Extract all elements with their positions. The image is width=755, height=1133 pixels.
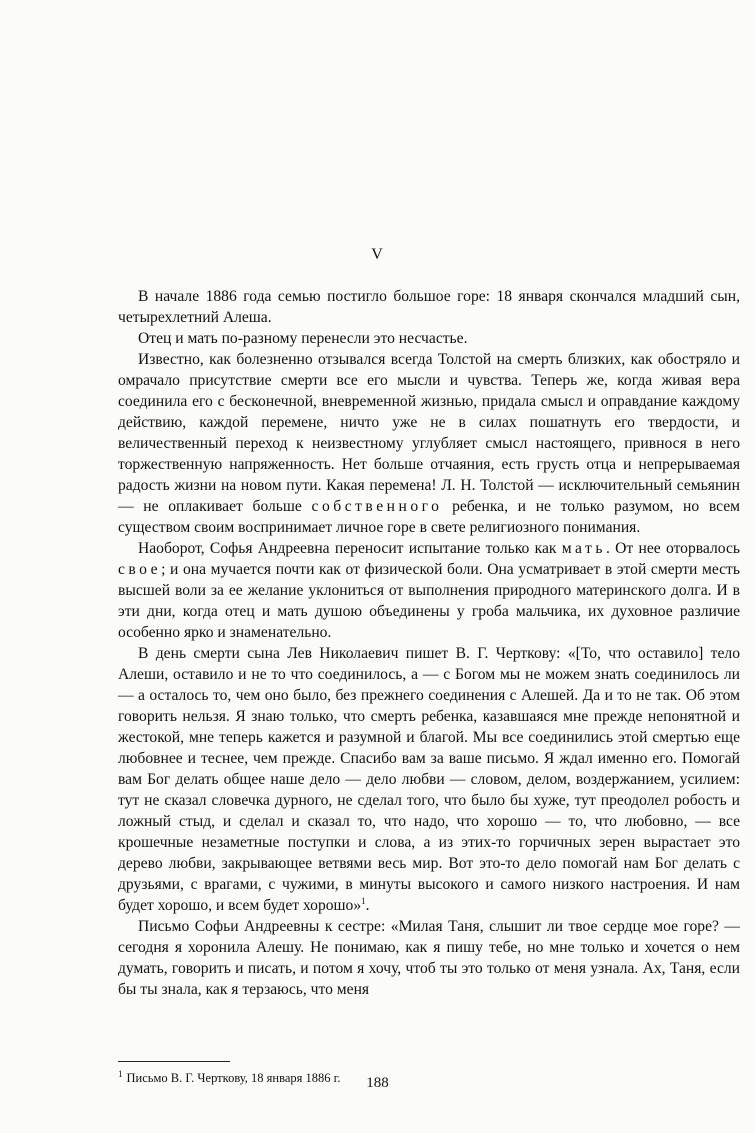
paragraph [118, 643, 740, 916]
page-number: 188 [366, 1075, 389, 1091]
footnote-divider [118, 1061, 230, 1062]
spaced-emphasis: собственного [311, 498, 443, 515]
paragraph [118, 538, 740, 643]
footnote-reference: 1 [361, 895, 366, 906]
paragraph [118, 916, 740, 1000]
paragraph-text: Отец и мать по-разному перенесли это несчастье. [138, 330, 468, 347]
footnote-marker: 1 [118, 1069, 123, 1079]
body-text [118, 286, 740, 1000]
paragraph-text: . [365, 897, 370, 914]
paragraph-text: . От нее оторвалось [605, 540, 740, 557]
paragraph [118, 286, 740, 328]
paragraph-text: ; и она мучается почти как от физической боли. Она усматривает в этой смерти месть высшей воли за ее желание уклониться от выполнения природного материнского долга. И в эти дни, когда отец и мать душою объединены у гроба мальчика, их духовное различие особенно ярко и знаменательно. [118, 561, 740, 641]
spaced-emphasis: свое [118, 561, 162, 578]
chapter-title: V [371, 246, 384, 263]
paragraph-text: Известно, как болезненно отзывался всегда Толстой на смерть близких, как обостряло и омрачало присутствие смерти все его мысли и чувства. Теперь же, когда живая вера соединила его с бесконечной, вневременной жизнью, придала смысл и оправдание каждому действию, каждой перемене, ничто уже не в силах пошатнуть его твердости, и величественный переход к неизвестному углубляет смысл настоящего, привнося в него торжественную напряженность. Нет больше отчаяния, есть грусть отца и непрерываемая радость жизни на новом пути. Какая перемена! Л. Н. Толстой — исключительный семьянин — не оплакивает больше [118, 351, 740, 515]
paragraph-text: В день смерти сына Лев Николаевич пишет В. Г. Черткову: «[То, что оставило] тело Алеши, оставило и не то что соединилось, а — с Богом мы не можем знать соединилось ли — а осталось то, чем оно было, без прежнего соединения с Алешей. Да и то не так. Об этом говорить нельзя. Я знаю только, что смерть ребенка, казавшаяся мне прежде непонятной и жестокой, мне теперь кажется и разумной и благой. Мы все соединились этой смертью еще любовнее и теснее, чем прежде. Спасибо вам за ваше письмо. Я ждал именно его. Помогай вам Бог делать общее наше дело — дело любви — словом, делом, воздержанием, усилием: тут не сказал словечка дурного, не сделал того, что было бы хуже, тут преодолел робость и ложный стыд, и сделал и сказал то, что надо, что хорошо — то, что любовно, — все крошечные незаметные поступки и слова, а из этих-то горчичных зерен вырастает это дерево любви, закрывающее ветвями весь мир. Вот это-то дело помогай нам Бог делать с друзьями, с врагами, с чужими, в минуты высокого и самого низкого настроения. И нам будет хорошо, и всем будет хорошо» [118, 645, 740, 914]
paragraph-text: Наоборот, Софья Андреевна переносит испытание только как [138, 540, 562, 557]
footnote-text: Письмо В. Г. Черткову, 18 января 1886 г. [126, 1071, 341, 1086]
paragraph-text: В начале 1886 года семью постигло большое горе: 18 января скончался младший сын, четырехлетний Алеша. [118, 288, 740, 326]
paragraph [118, 328, 740, 349]
spaced-emphasis: мать [561, 540, 606, 557]
paragraph [118, 349, 740, 538]
paragraph-text: ребенка, и не только разумом, но всем существом своим воспринимает личное горе в свете религиозного понимания. [118, 498, 740, 536]
paragraph-text: Письмо Софьи Андреевны к сестре: «Милая Таня, слышит ли твое сердце мое горе? — сегодня я хоронила Алешу. Не понимаю, как я пишу тебе, но мне только и хочется о нем думать, говорить и писать, и потом я хочу, чтоб ты это только от меня узнала. Ах, Таня, если бы ты знала, как я терзаюсь, что меня [118, 918, 740, 998]
